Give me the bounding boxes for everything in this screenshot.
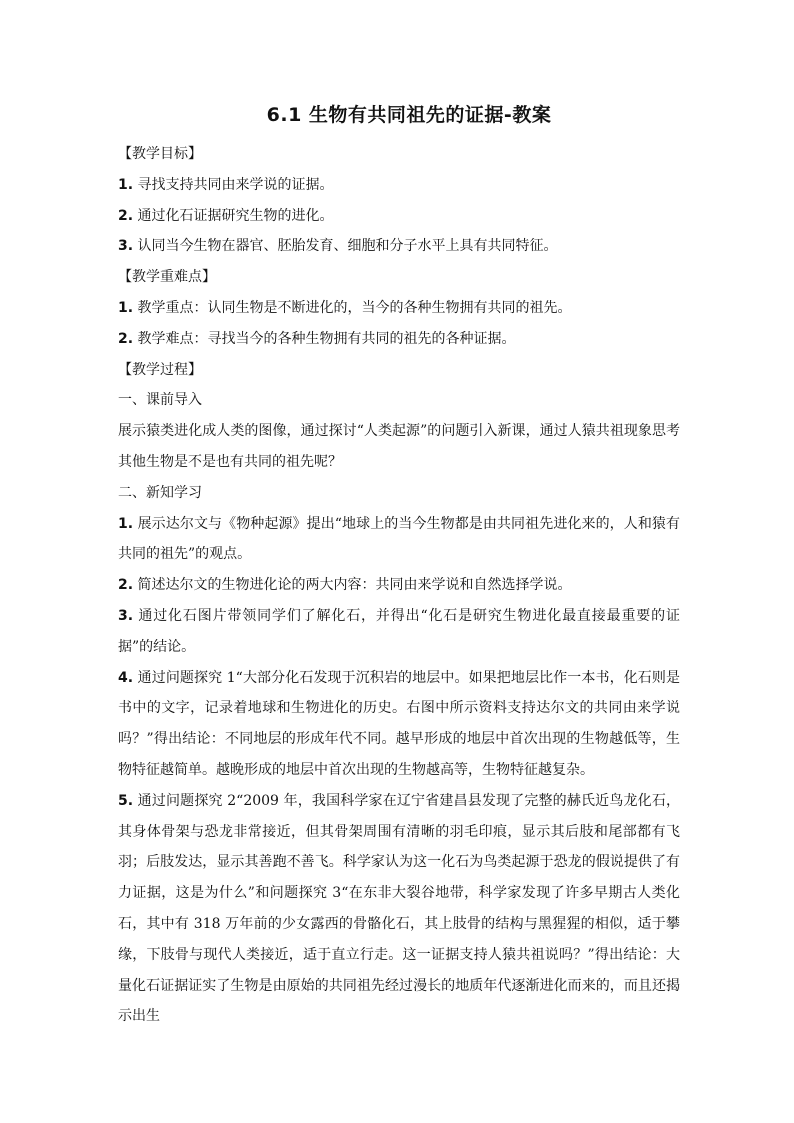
keypoint-item-2: 2. 教学难点：寻找当今的各种生物拥有共同的祖先的各种证据。 (118, 330, 516, 347)
list-item-5: 5. 通过问题探究 2“2009 年，我国科学家在辽宁省建昌县发现了完整的赫氏近鸟龙化石，其身体骨架与恐龙非常接近，但其骨架周围有清晰的羽毛印痕，显示其后肢和尾部都有飞羽；后肢发达，显示其善跑不善飞。科学家认为这一化石为鸟类起源于恐龙的假说提供了有力证据，这是为什么”和问题探究 3“在东非大裂谷地带，科学家发现了许多早期古人类化石，其中有 318 万年前的少女露西的骨骼化石，其上肢骨的结构与黑猩猩的相似，适于攀缘，下肢骨与现代人类接近，适于直立行走。这一证据支持人猿共祖说吗？”得出结论：大量化石证据证实了生物是由原始的共同祖先经过漫长的地质年代逐渐进化而来的，而且还揭示出生 (118, 792, 680, 1025)
section2-heading: 二、新知学习 (118, 484, 202, 501)
document-title: 6.1 生物有共同祖先的证据-教案 (266, 104, 552, 126)
keypoint-item-1: 1. 教学重点：认同生物是不断进化的，当今的各种生物拥有共同的祖先。 (118, 299, 572, 316)
list-item-2: 2. 简述达尔文的生物进化论的两大内容：共同由来学说和自然选择学说。 (118, 577, 572, 594)
goals-heading: 【教学目标】 (118, 146, 202, 162)
document-page (118, 100, 680, 1032)
list-item-4: 4. 通过问题探究 1“大部分化石发现于沉积岩的地层中。如果把地层比作一本书，化石则是书中的文字，记录着地球和生物进化的历史。右图中所示资料支持达尔文的共同由来学说吗？”得出结论：不同地层的形成年代不同。越早形成的地层中首次出现的生物越低等，生物特征越简单。越晚形成的地层中首次出现的生物越高等，生物特征越复杂。 (118, 669, 680, 778)
list-item-1: 1. 展示达尔文与《物种起源》提出“地球上的当今生物都是由共同祖先进化来的，人和猿有共同的祖先”的观点。 (118, 515, 680, 563)
process-heading: 【教学过程】 (118, 361, 202, 378)
goal-item-1: 1. 寻找支持共同由来学说的证据。 (118, 176, 334, 193)
list-item-3: 3. 通过化石图片带领同学们了解化石，并得出“化石是研究生物进化最直接最重要的证据”的结论。 (118, 607, 680, 655)
goal-item-3: 3. 认同当今生物在器官、胚胎发育、细胞和分子水平上具有共同特征。 (118, 238, 558, 255)
goal-item-2: 2. 通过化石证据研究生物的进化。 (118, 207, 334, 224)
section1-text: 展示猿类进化成人类的图像，通过探讨“人类起源”的问题引入新课，通过人猿共祖现象思考其他生物是不是也有共同的祖先呢？ (118, 423, 680, 470)
section1-heading: 一、课前导入 (118, 392, 202, 409)
keypoints-heading: 【教学重难点】 (118, 269, 216, 286)
